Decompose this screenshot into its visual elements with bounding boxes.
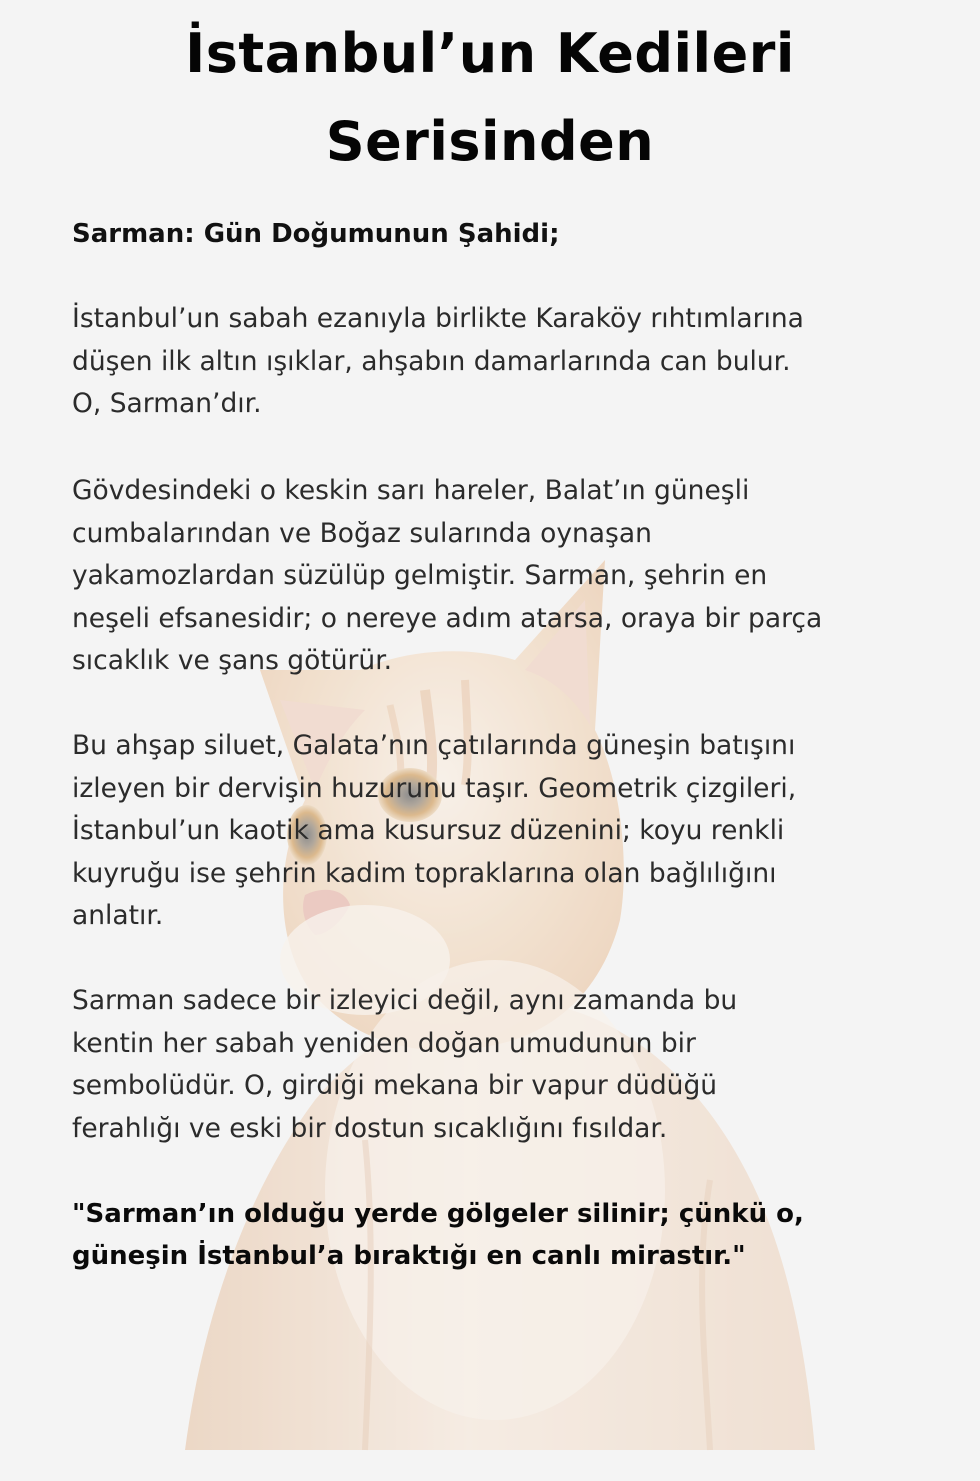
paragraph-line: kuyruğu ise şehrin kadim topraklarına olan bağlılığını [72, 857, 777, 889]
quote-line: güneşin İstanbul’a bıraktığı en canlı mirastır." [72, 1241, 746, 1271]
article-subtitle: Sarman: Gün Doğumunun Şahidi; [72, 219, 560, 249]
quote-line: "Sarman’ın olduğu yerde gölgeler silinir; çünkü o, [72, 1199, 804, 1229]
paragraph-line: Sarman sadece bir izleyici değil, aynı zamanda bu [72, 985, 738, 1016]
paragraph-line: yakamozlardan süzülüp gelmiştir. Sarman, şehrin en [72, 560, 768, 591]
paragraph-line: kentin her sabah yeniden doğan umudunun bir [72, 1027, 696, 1059]
title-line: Serisinden [325, 110, 655, 173]
paragraph-line: Gövdesindeki o keskin sarı hareler, Balat’ın güneşli [72, 475, 750, 506]
paragraph-line: Bu ahşap siluet, Galata’nın çatılarında güneşin batışını [72, 730, 796, 761]
paragraph-line: O, Sarman’dır. [72, 388, 262, 419]
paragraph-line: ferahlığı ve eski bir dostun sıcaklığını fısıldar. [72, 1112, 668, 1144]
paragraph-line: İstanbul’un kaotik ama kusursuz düzenini; koyu renkli [72, 815, 785, 846]
paragraph-line: sıcaklık ve şans götürür. [72, 645, 393, 676]
paragraph-line: düşen ilk altın ışıklar, ahşabın damarlarında can bulur. [72, 345, 791, 377]
paragraph-line: cumbalarından ve Boğaz sularında oynaşan [72, 517, 652, 549]
page-title [0, 10, 980, 186]
title-line: İstanbul’un Kedileri [185, 22, 795, 85]
paragraph-line: neşeli efsanesidir; o nereye adım atarsa, oraya bir parça [72, 602, 823, 634]
paragraph-line: anlatır. [72, 900, 164, 931]
paragraph [72, 980, 932, 1150]
paragraph-line: izleyen bir dervişin huzurunu taşır. Geometrik çizgileri, [72, 772, 797, 804]
paragraph [72, 725, 932, 938]
paragraph [72, 470, 932, 683]
paragraph-line: İstanbul’un sabah ezanıyla birlikte Karaköy rıhtımlarına [72, 303, 804, 334]
paragraph-line: sembolüdür. O, girdiği mekana bir vapur düdüğü [72, 1070, 718, 1101]
paragraph [72, 298, 932, 426]
closing-quote [72, 1193, 932, 1277]
